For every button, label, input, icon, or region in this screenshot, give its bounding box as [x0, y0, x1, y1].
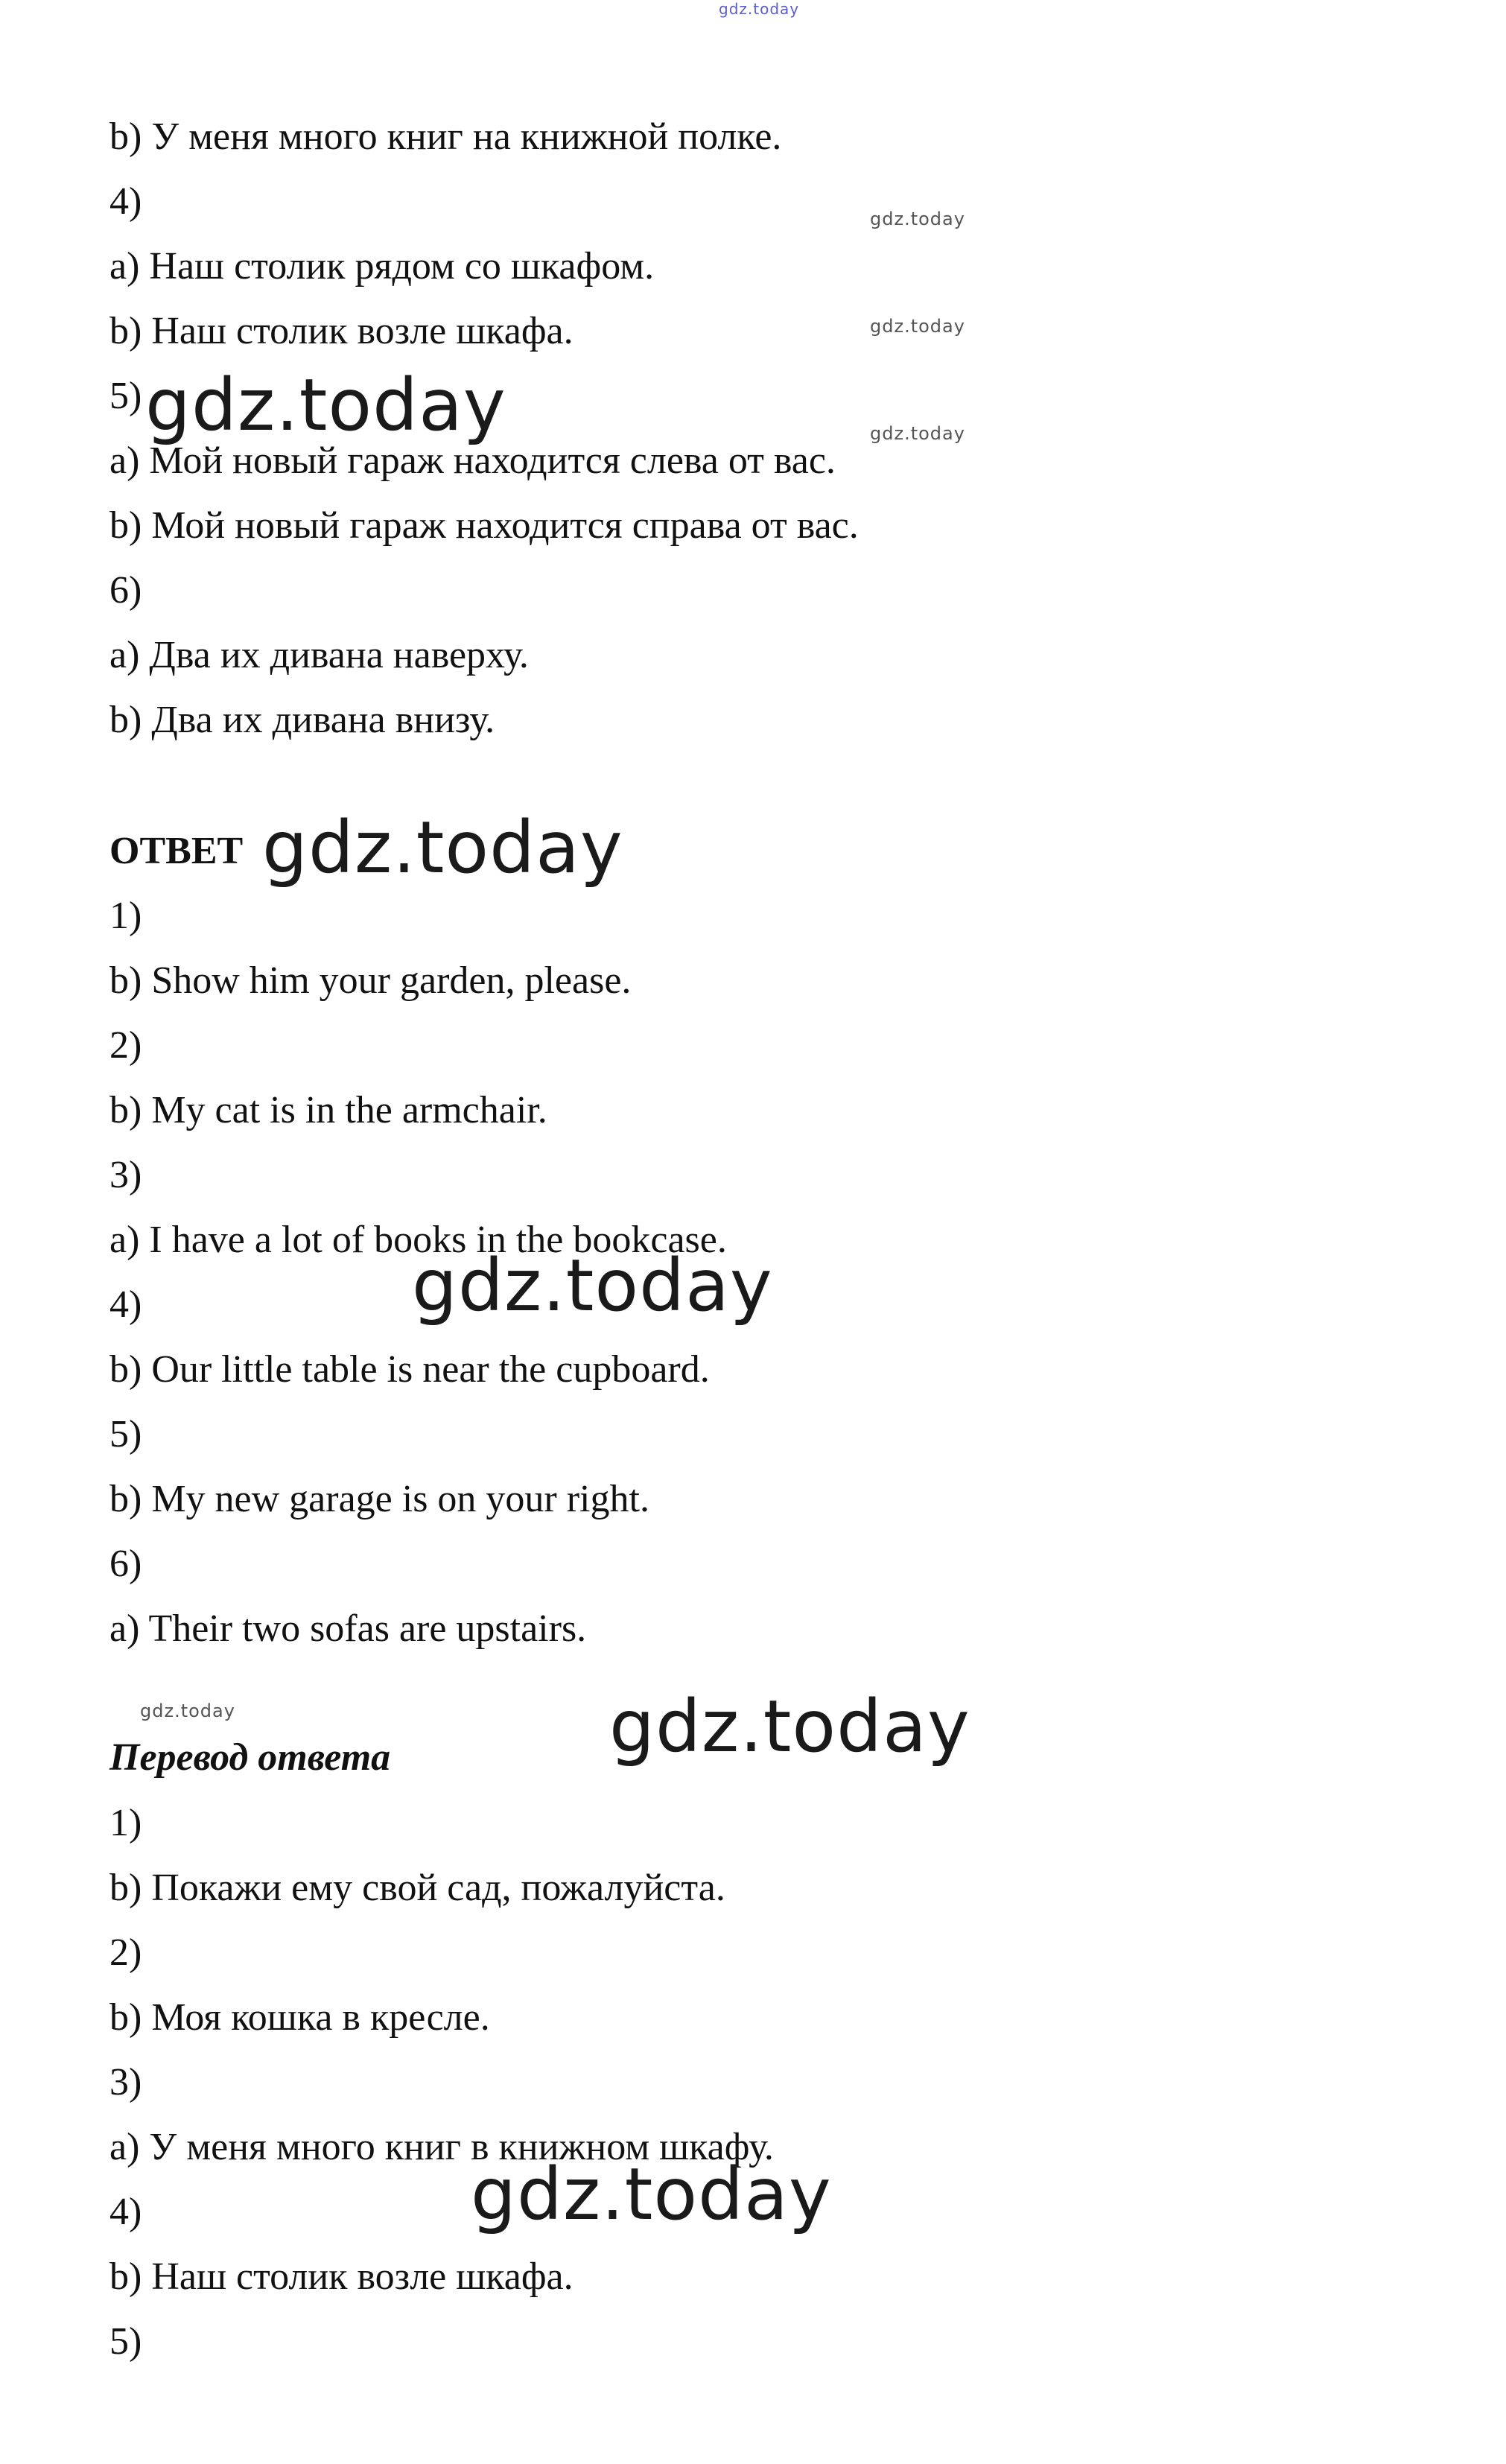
translation-line-4: b) Моя кошка в кресле.	[109, 1996, 490, 2039]
translation-line-5: 3)	[109, 2061, 142, 2103]
translation-line-7: 4)	[109, 2191, 142, 2233]
answer-line-10: b) My new garage is on your right.	[109, 1478, 649, 1520]
translation-line-9: 5)	[109, 2320, 142, 2363]
watermark-large-3: gdz.today	[412, 1244, 773, 1327]
answer-heading: ОТВЕТ	[109, 830, 244, 872]
task-line-5: 5)	[109, 375, 142, 417]
task-line-9: a) Два их дивана наверху.	[109, 634, 529, 676]
answer-line-4: b) My cat is in the armchair.	[109, 1089, 547, 1131]
task-line-4: b) Наш столик возле шкафа.	[109, 310, 574, 352]
answer-line-9: 5)	[109, 1413, 142, 1455]
translation-line-6: a) У меня много книг в книжном шкафу.	[109, 2126, 774, 2168]
answer-line-12: a) Their two sofas are upstairs.	[109, 1607, 587, 1650]
task-line-3: a) Наш столик рядом со шкафом.	[109, 245, 655, 288]
watermark-large-1: gdz.today	[145, 363, 506, 447]
answer-line-8: b) Our little table is near the cupboard.	[109, 1348, 710, 1391]
task-line-8: 6)	[109, 569, 142, 612]
watermark-large-4: gdz.today	[609, 1685, 970, 1768]
task-line-7: b) Мой новый гараж находится справа от вас.	[109, 504, 859, 547]
answer-line-6: a) I have a lot of books in the bookcase.	[109, 1219, 727, 1261]
watermark-small-4: gdz.today	[140, 1701, 235, 1721]
watermark-top: gdz.today	[719, 0, 800, 18]
answer-line-1: 1)	[109, 895, 142, 937]
translation-line-3: 2)	[109, 1931, 142, 1974]
answer-line-3: 2)	[109, 1024, 142, 1067]
translation-heading: Перевод ответа	[109, 1736, 391, 1779]
translation-line-1: 1)	[109, 1802, 142, 1844]
watermark-small-3: gdz.today	[870, 423, 965, 444]
answer-line-5: 3)	[109, 1154, 142, 1196]
answer-line-11: 6)	[109, 1543, 142, 1585]
watermark-small-1: gdz.today	[870, 209, 965, 229]
task-line-10: b) Два их дивана внизу.	[109, 699, 495, 741]
translation-line-8: b) Наш столик возле шкафа.	[109, 2255, 574, 2298]
watermark-large-2: gdz.today	[262, 806, 623, 889]
task-line-6: a) Мой новый гараж находится слева от вас.	[109, 439, 836, 482]
watermark-small-2: gdz.today	[870, 316, 965, 337]
task-line-1: b) У меня много книг на книжной полке.	[109, 115, 782, 158]
answer-line-2: b) Show him your garden, please.	[109, 959, 632, 1002]
translation-line-2: b) Покажи ему свой сад, пожалуйста.	[109, 1867, 725, 1909]
answer-line-7: 4)	[109, 1283, 142, 1326]
watermark-large-5: gdz.today	[471, 2153, 832, 2236]
task-line-2: 4)	[109, 180, 142, 223]
